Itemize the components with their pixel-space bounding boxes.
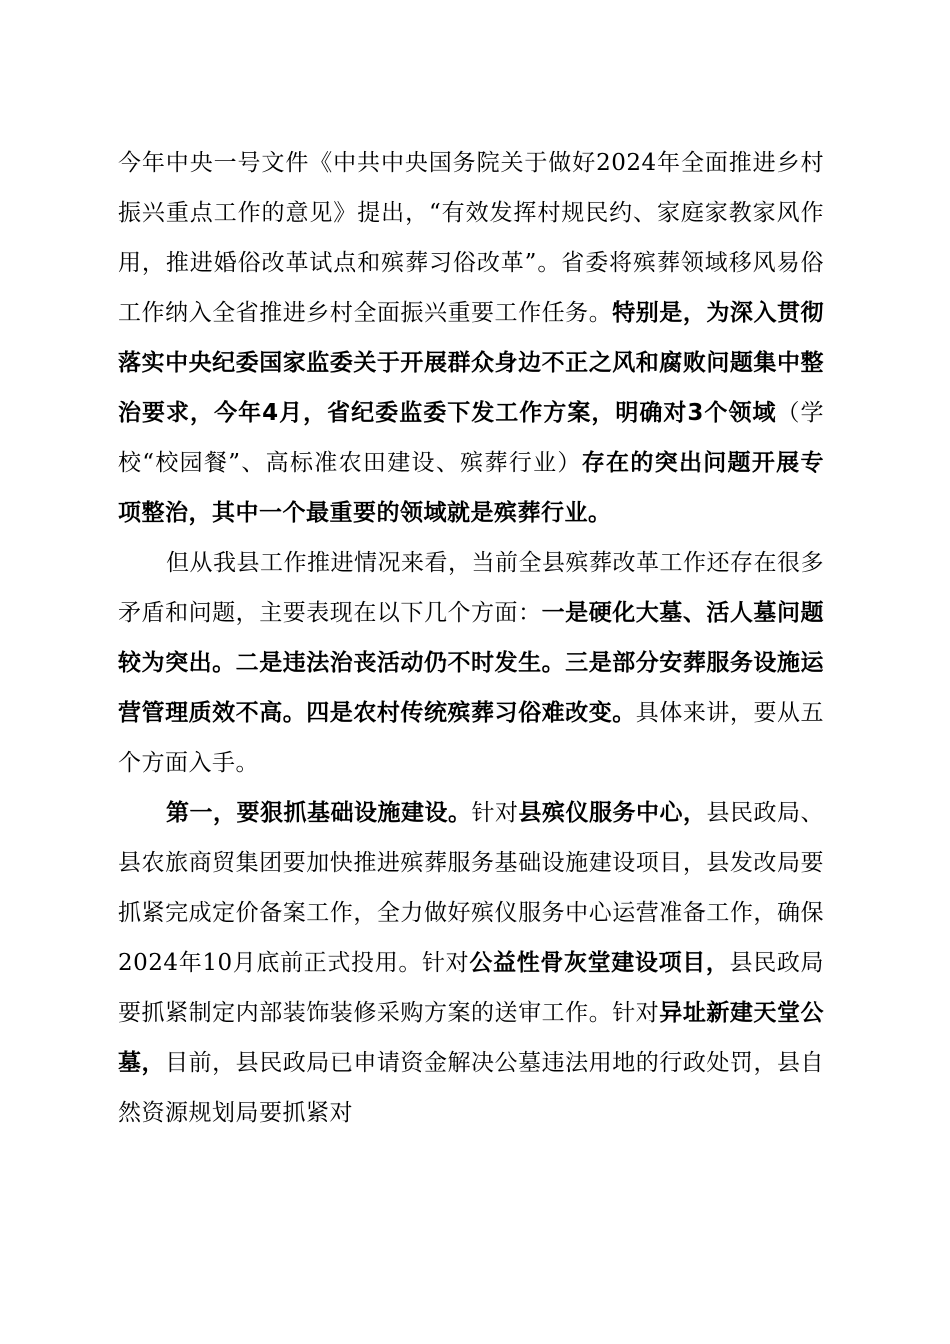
p3-text-1: 针对 (471, 800, 519, 826)
p3-bold-1: 县殡仪服务中心， (518, 800, 707, 826)
p1-bold-text: 特别是，为深入贯彻落实中央纪委国家监委关于开展群众身边不正之风和腐败问题集中整治要求，今年4月，省纪委监委下发工作方案，明确对3个领域 (118, 300, 825, 426)
p1-text-1: 今年中央一号文件《中共中央国务院关于做好2024年全面推进乡村振兴重点工作的意见》提出，“有效发挥村规民约、家庭家教家风作用，推进婚俗改革试点和殡葬习俗改革”。省委将殡葬领域移风易俗工作纳入全省推进乡村全面振兴重要工作任务。 (118, 150, 824, 326)
p2-bold-text: 一是硬化大墓、活人墓问题较为突出。二是违法治丧活动仍不时发生。三是部分安葬服务设施运营管理质效不高。四是农村传统殡葬习俗难改变。 (118, 600, 825, 726)
paragraph-2 (118, 538, 824, 788)
paragraph-3 (118, 788, 824, 1138)
p3-text-2: 县民政局、县农旅商贸集团要加快推进殡葬服务基础设施建设项目，县发改局要抓紧完成定价备案工作，全力做好殡仪服务中心运营准备工作，确保2024年10月底前正式投用。针对 (118, 800, 824, 976)
p1-bold-text-2: 存在的突出问题开展专项整治，其中一个最重要的领域就是殡葬行业。 (118, 450, 824, 526)
p3-text-4: 目前，县民政局已申请资金解决公墓违法用地的行政处罚，县自然资源规划局要抓紧对 (118, 1050, 825, 1126)
p3-bold-3: 异址新建天堂公墓， (118, 1000, 825, 1076)
p3-heading: 第一，要狠抓基础设施建设。 (166, 800, 472, 826)
p2-text-1: 但从我县工作推进情况来看，当前全县殡葬改革工作还存在很多矛盾和问题，主要表现在以下几个方面： (118, 550, 824, 626)
p3-bold-2: 公益性骨灰堂建设项目， (469, 950, 730, 976)
paragraph-1 (118, 138, 824, 538)
p3-text-3: 县民政局要抓紧制定内部装饰装修采购方案的送审工作。针对 (118, 950, 825, 1026)
p1-parenthetical: （学校“校园餐”、高标准农田建设、殡葬行业） (118, 400, 825, 476)
p2-text-2: 具体来讲，要从五个方面入手。 (118, 700, 825, 776)
